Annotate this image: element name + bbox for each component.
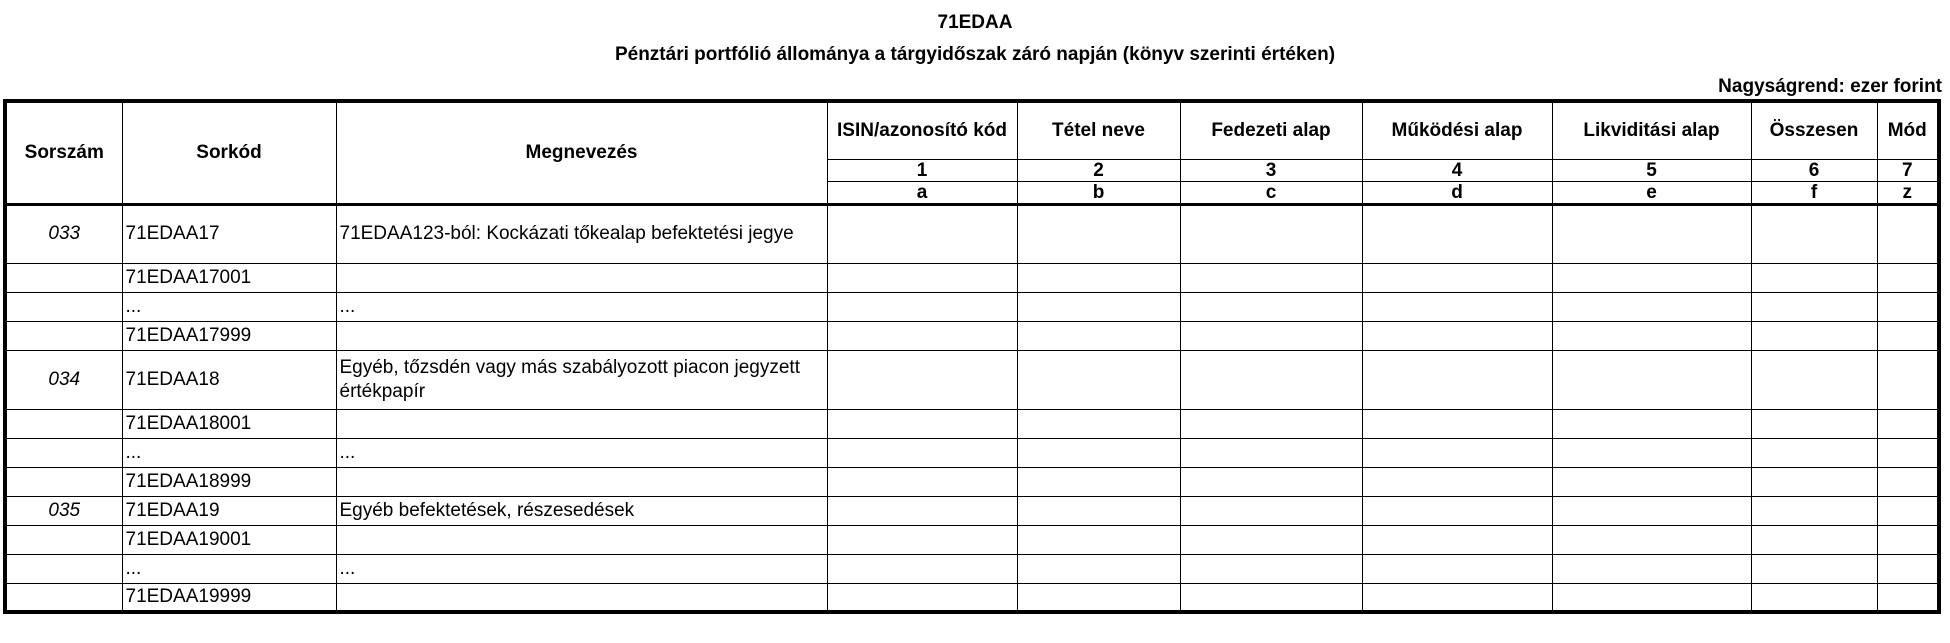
header-letter-z: z	[1877, 181, 1939, 204]
cell-z[interactable]	[1877, 292, 1939, 321]
cell-z[interactable]	[1877, 554, 1939, 583]
cell-f[interactable]	[1751, 583, 1877, 612]
row-code: 71EDAA17	[122, 204, 336, 263]
cell-e[interactable]	[1552, 525, 1751, 554]
row-name	[336, 525, 827, 554]
cell-e[interactable]	[1552, 263, 1751, 292]
cell-a[interactable]	[827, 554, 1017, 583]
row-code: 71EDAA19999	[122, 583, 336, 612]
header-sorszam: Sorszám	[5, 101, 122, 204]
table-row	[5, 583, 1939, 612]
row-sorszam	[5, 263, 122, 292]
header-letter-f: f	[1751, 181, 1877, 204]
header-col-5: Likviditási alap	[1552, 101, 1751, 159]
table-row	[5, 350, 1939, 409]
row-sorszam: 035	[5, 496, 122, 525]
header-num-7: 7	[1877, 159, 1939, 181]
cell-f[interactable]	[1751, 525, 1877, 554]
cell-z[interactable]	[1877, 467, 1939, 496]
cell-c[interactable]	[1180, 321, 1362, 350]
cell-b[interactable]	[1017, 292, 1180, 321]
cell-z[interactable]	[1877, 583, 1939, 612]
cell-z[interactable]	[1877, 525, 1939, 554]
table-row	[5, 438, 1939, 467]
row-name	[336, 409, 827, 438]
cell-f[interactable]	[1751, 409, 1877, 438]
cell-d[interactable]	[1362, 554, 1552, 583]
cell-a[interactable]	[827, 263, 1017, 292]
row-name	[336, 321, 827, 350]
row-sorszam: 033	[5, 204, 122, 263]
cell-a[interactable]	[827, 496, 1017, 525]
cell-f[interactable]	[1751, 321, 1877, 350]
row-sorszam	[5, 554, 122, 583]
table-row	[5, 554, 1939, 583]
cell-e[interactable]	[1552, 438, 1751, 467]
row-name	[336, 583, 827, 612]
table-row	[5, 321, 1939, 350]
row-sorszam	[5, 292, 122, 321]
cell-b[interactable]	[1017, 467, 1180, 496]
row-sorszam	[5, 525, 122, 554]
row-name: 71EDAA123-ból: Kockázati tőkealap befektetési jegye	[336, 204, 827, 263]
portfolio-table	[3, 99, 1941, 614]
row-code: 71EDAA19001	[122, 525, 336, 554]
cell-a[interactable]	[827, 204, 1017, 263]
header-num-5: 5	[1552, 159, 1751, 181]
row-name: ...	[336, 292, 827, 321]
header-num-4: 4	[1362, 159, 1552, 181]
cell-a[interactable]	[827, 350, 1017, 409]
header-col-1: ISIN/azonosító kód	[827, 101, 1017, 159]
cell-b[interactable]	[1017, 204, 1180, 263]
cell-c[interactable]	[1180, 525, 1362, 554]
table-row	[5, 525, 1939, 554]
cell-b[interactable]	[1017, 409, 1180, 438]
cell-e[interactable]	[1552, 409, 1751, 438]
cell-z[interactable]	[1877, 263, 1939, 292]
cell-d[interactable]	[1362, 467, 1552, 496]
header-num-3: 3	[1180, 159, 1362, 181]
cell-c[interactable]	[1180, 350, 1362, 409]
cell-a[interactable]	[827, 292, 1017, 321]
row-sorszam	[5, 467, 122, 496]
table-row	[5, 409, 1939, 438]
cell-b[interactable]	[1017, 263, 1180, 292]
cell-c[interactable]	[1180, 409, 1362, 438]
header-num-1: 1	[827, 159, 1017, 181]
row-name: ...	[336, 438, 827, 467]
cell-z[interactable]	[1877, 350, 1939, 409]
row-name	[336, 263, 827, 292]
cell-e[interactable]	[1552, 467, 1751, 496]
cell-b[interactable]	[1017, 321, 1180, 350]
cell-e[interactable]	[1552, 496, 1751, 525]
header-col-3: Fedezeti alap	[1180, 101, 1362, 159]
cell-c[interactable]	[1180, 204, 1362, 263]
header-letter-e: e	[1552, 181, 1751, 204]
cell-b[interactable]	[1017, 554, 1180, 583]
cell-c[interactable]	[1180, 554, 1362, 583]
cell-c[interactable]	[1180, 467, 1362, 496]
header-col-7: Mód	[1877, 101, 1939, 159]
cell-f[interactable]	[1751, 554, 1877, 583]
cell-e[interactable]	[1552, 204, 1751, 263]
row-code: 71EDAA18001	[122, 409, 336, 438]
row-code: 71EDAA17999	[122, 321, 336, 350]
header-letter-b: b	[1017, 181, 1180, 204]
table-row	[5, 496, 1939, 525]
cell-f[interactable]	[1751, 496, 1877, 525]
cell-d[interactable]	[1362, 438, 1552, 467]
cell-z[interactable]	[1877, 409, 1939, 438]
cell-a[interactable]	[827, 409, 1017, 438]
row-code: 71EDAA18	[122, 350, 336, 409]
cell-e[interactable]	[1552, 321, 1751, 350]
cell-e[interactable]	[1552, 350, 1751, 409]
cell-d[interactable]	[1362, 496, 1552, 525]
cell-b[interactable]	[1017, 583, 1180, 612]
cell-z[interactable]	[1877, 204, 1939, 263]
cell-e[interactable]	[1552, 583, 1751, 612]
row-code: ...	[122, 554, 336, 583]
row-name: ...	[336, 554, 827, 583]
cell-z[interactable]	[1877, 438, 1939, 467]
header-col-4: Működési alap	[1362, 101, 1552, 159]
row-sorszam	[5, 583, 122, 612]
cell-a[interactable]	[827, 467, 1017, 496]
row-name: Egyéb, tőzsdén vagy más szabályozott piacon jegyzett értékpapír	[336, 350, 827, 409]
cell-a[interactable]	[827, 321, 1017, 350]
row-code: ...	[122, 292, 336, 321]
row-name	[336, 467, 827, 496]
header-sorkod: Sorkód	[122, 101, 336, 204]
cell-f[interactable]	[1751, 350, 1877, 409]
header-letter-d: d	[1362, 181, 1552, 204]
header-letter-a: a	[827, 181, 1017, 204]
row-code: 71EDAA18999	[122, 467, 336, 496]
cell-c[interactable]	[1180, 496, 1362, 525]
cell-e[interactable]	[1552, 292, 1751, 321]
cell-c[interactable]	[1180, 292, 1362, 321]
header-letter-c: c	[1180, 181, 1362, 204]
cell-f[interactable]	[1751, 292, 1877, 321]
table-row	[5, 292, 1939, 321]
table-row	[5, 204, 1939, 263]
cell-f[interactable]	[1751, 438, 1877, 467]
row-name: Egyéb befektetések, részesedések	[336, 496, 827, 525]
row-sorszam	[5, 438, 122, 467]
cell-a[interactable]	[827, 583, 1017, 612]
cell-a[interactable]	[827, 438, 1017, 467]
cell-f[interactable]	[1751, 204, 1877, 263]
cell-d[interactable]	[1362, 292, 1552, 321]
cell-d[interactable]	[1362, 204, 1552, 263]
row-sorszam: 034	[5, 350, 122, 409]
cell-a[interactable]	[827, 525, 1017, 554]
cell-d[interactable]	[1362, 321, 1552, 350]
unit-label: Nagyságrend: ezer forint	[1718, 76, 1942, 97]
cell-b[interactable]	[1017, 438, 1180, 467]
header-num-6: 6	[1751, 159, 1877, 181]
row-sorszam	[5, 409, 122, 438]
report-subtitle: Pénztári portfólió állománya a tárgyidőszak záró napján (könyv szerinti értéken)	[614, 44, 1336, 65]
cell-c[interactable]	[1180, 583, 1362, 612]
row-sorszam	[5, 321, 122, 350]
header-num-2: 2	[1017, 159, 1180, 181]
cell-b[interactable]	[1017, 525, 1180, 554]
cell-b[interactable]	[1017, 350, 1180, 409]
cell-d[interactable]	[1362, 350, 1552, 409]
cell-e[interactable]	[1552, 554, 1751, 583]
cell-b[interactable]	[1017, 496, 1180, 525]
header-col-6: Összesen	[1751, 101, 1877, 159]
row-code: 71EDAA19	[122, 496, 336, 525]
cell-c[interactable]	[1180, 263, 1362, 292]
header-megnevezes: Megnevezés	[336, 101, 827, 204]
header-col-2: Tétel neve	[1017, 101, 1180, 159]
cell-f[interactable]	[1751, 467, 1877, 496]
report-code-title: 71EDAA	[937, 12, 1013, 33]
cell-d[interactable]	[1362, 263, 1552, 292]
cell-d[interactable]	[1362, 525, 1552, 554]
cell-f[interactable]	[1751, 263, 1877, 292]
cell-z[interactable]	[1877, 321, 1939, 350]
cell-d[interactable]	[1362, 409, 1552, 438]
row-code: 71EDAA17001	[122, 263, 336, 292]
cell-c[interactable]	[1180, 438, 1362, 467]
row-code: ...	[122, 438, 336, 467]
table-row	[5, 263, 1939, 292]
cell-z[interactable]	[1877, 496, 1939, 525]
cell-d[interactable]	[1362, 583, 1552, 612]
table-row	[5, 467, 1939, 496]
